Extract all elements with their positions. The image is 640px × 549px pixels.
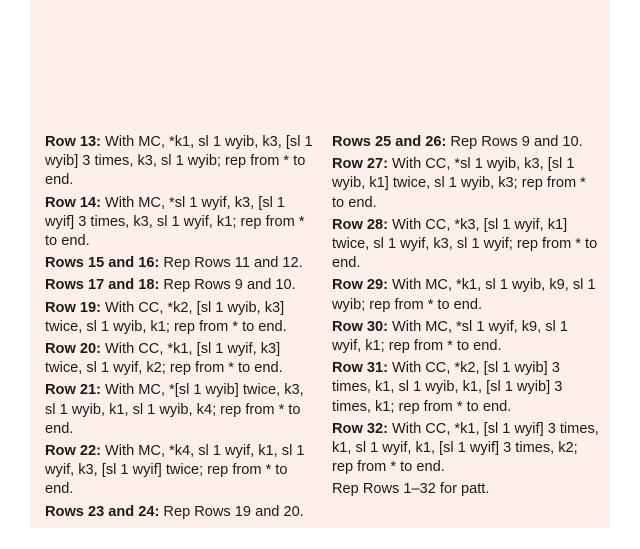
row-label: Row 20: xyxy=(45,341,101,358)
row-text: With MC, *k4, sl 1 wyif, k1, sl 1 wyif, k3, [sl 1 wyif] twice; rep from * to end. xyxy=(45,443,305,498)
row-text: Rep Rows 1–32 for patt. xyxy=(332,481,490,498)
row-label: Row 32: xyxy=(332,420,388,437)
row-instruction xyxy=(45,442,313,500)
row-text: Rep Rows 19 and 20. xyxy=(159,503,304,520)
row-label: Row 22: xyxy=(45,443,101,460)
row-label: Row 30: xyxy=(332,318,388,335)
row-instruction xyxy=(332,420,600,478)
repeat-instruction xyxy=(332,480,600,499)
row-label: Rows 23 and 24: xyxy=(45,503,160,520)
row-label: Row 14: xyxy=(45,194,101,211)
row-text: With MC, *sl 1 wyif, k3, [sl 1 wyif] 3 times, k3, sl 1 wyif, k1; rep from * to end. xyxy=(45,194,305,250)
row-instruction xyxy=(45,194,313,252)
row-instruction xyxy=(332,276,600,314)
row-label: Row 29: xyxy=(332,277,388,294)
row-instruction xyxy=(332,359,600,417)
row-instruction xyxy=(332,216,600,274)
row-instruction xyxy=(332,155,600,213)
row-text: With CC, *k2, [sl 1 wyib, k3] twice, sl 1 wyib, k1; rep from * to end. xyxy=(45,299,287,335)
row-text: Rep Rows 9 and 10. xyxy=(159,277,296,294)
left-column xyxy=(45,133,313,525)
row-label: Row 28: xyxy=(332,216,388,233)
row-instruction xyxy=(45,381,313,439)
row-instruction xyxy=(45,276,313,295)
row-text: With CC, *k3, [sl 1 wyif, k1] twice, sl 1 wyif, k3, sl 1 wyif; rep from * to end. xyxy=(332,216,598,272)
row-label: Rows 15 and 16: xyxy=(45,255,160,272)
row-label: Rows 25 and 26: xyxy=(332,134,447,150)
right-column xyxy=(332,133,600,503)
row-instruction xyxy=(45,133,313,191)
row-instruction xyxy=(332,133,600,152)
row-instruction xyxy=(45,254,313,273)
row-text: With MC, *[sl 1 wyib] twice, k3, sl 1 wyib, k1, sl 1 wyib, k4; rep from * to end. xyxy=(45,382,304,437)
row-label: Rows 17 and 18: xyxy=(45,277,160,294)
row-label: Row 31: xyxy=(332,360,388,377)
row-label: Row 13: xyxy=(45,134,101,150)
row-text: With CC, *sl 1 wyib, k3, [sl 1 wyib, k1] twice, sl 1 wyib, k3; rep from * to end. xyxy=(332,156,586,211)
row-text: With CC, *k1, [sl 1 wyif, k3] twice, sl 1 wyif, k2; rep from * to end. xyxy=(45,341,283,377)
row-label: Row 27: xyxy=(332,156,388,173)
row-instruction xyxy=(332,318,600,356)
row-text: Rep Rows 11 and 12. xyxy=(159,255,303,272)
row-text: With MC, *k1, sl 1 wyib, k9, sl 1 wyib; rep from * to end. xyxy=(332,277,596,313)
row-text: With MC, *sl 1 wyif, k9, sl 1 wyif, k1; rep from * to end. xyxy=(332,318,568,355)
row-label: Row 21: xyxy=(45,382,101,399)
row-instruction xyxy=(45,503,313,522)
row-label: Row 19: xyxy=(45,299,101,316)
row-text: With MC, *k1, sl 1 wyib, k3, [sl 1 wyib] 3 times, k3, sl 1 wyib; rep from * to end. xyxy=(45,134,313,189)
row-instruction xyxy=(45,340,313,378)
row-text: With CC, *k1, [sl 1 wyif] 3 times, k1, sl 1 wyif, k1, [sl 1 wyif] 3 times, k2; rep from * to end. xyxy=(332,420,599,476)
row-text: With CC, *k2, [sl 1 wyib] 3 times, k1, sl 1 wyib, k1, [sl 1 wyib] 3 times, k1; rep from * to end. xyxy=(332,360,563,415)
row-text: Rep Rows 9 and 10. xyxy=(446,134,583,150)
row-instruction xyxy=(45,299,313,337)
